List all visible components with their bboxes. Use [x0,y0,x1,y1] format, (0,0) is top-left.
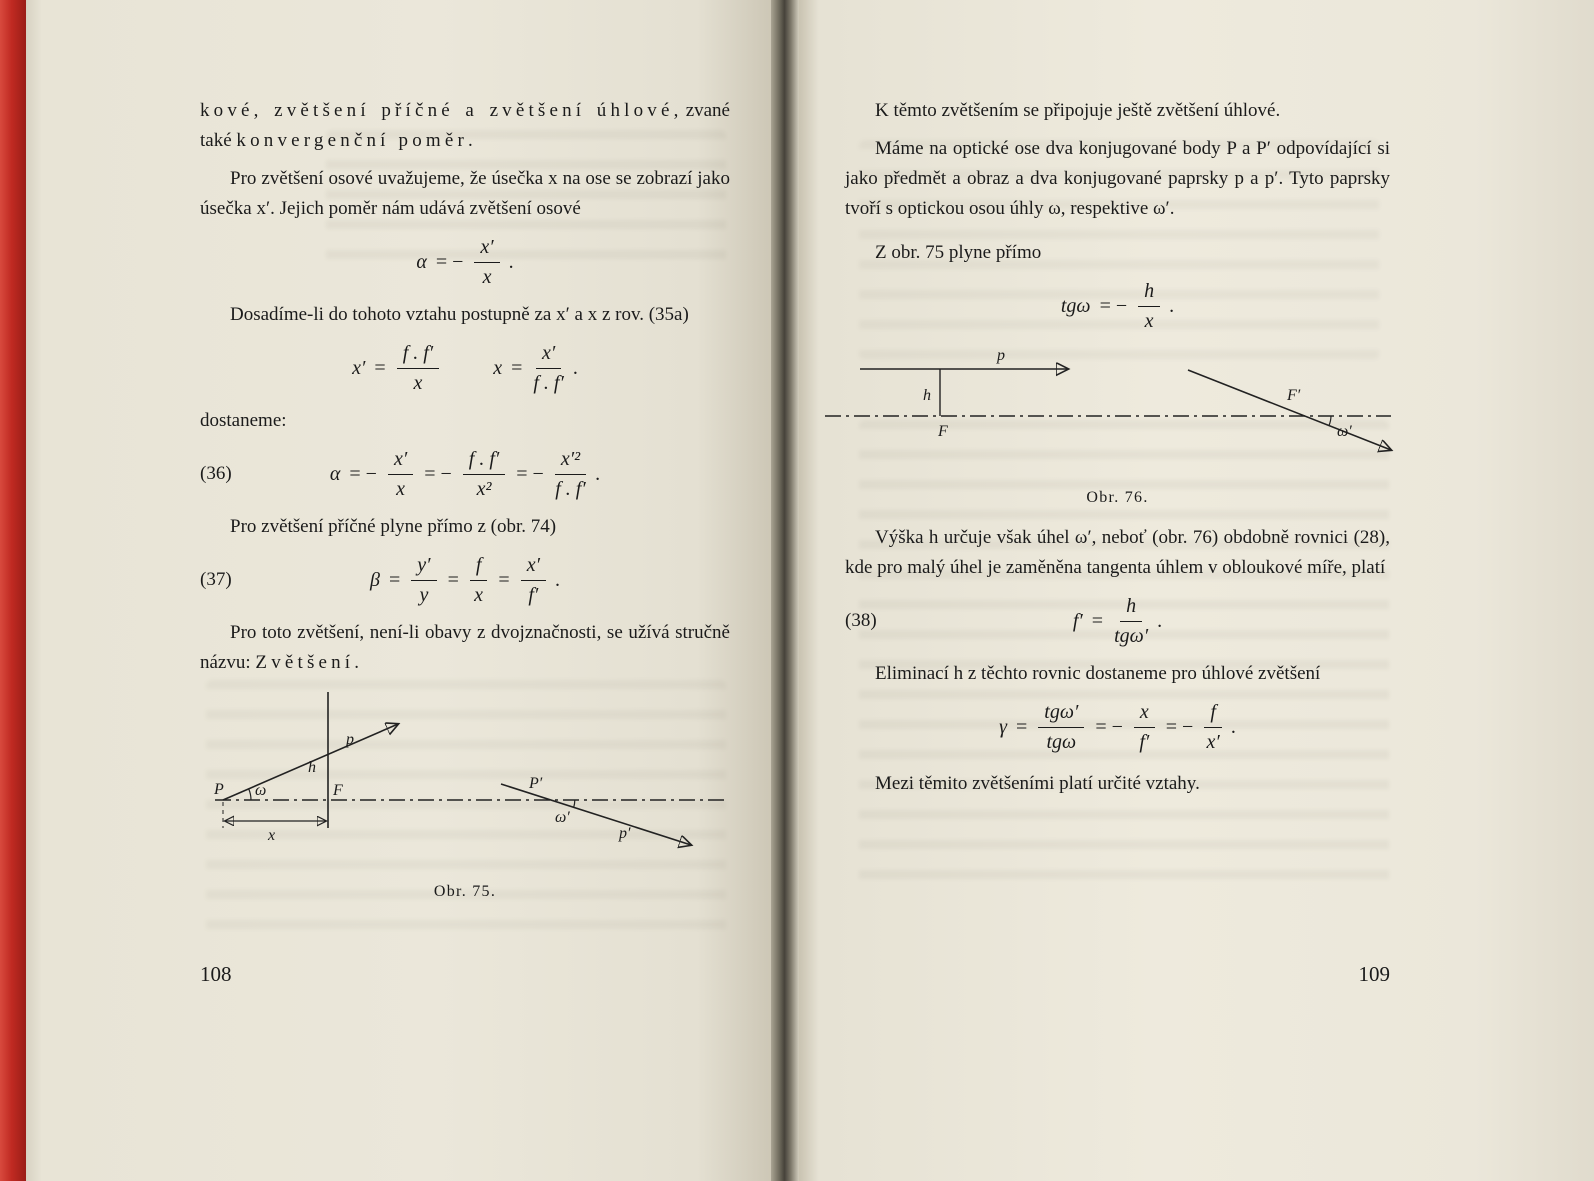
equation-number: (36) [200,463,232,484]
math-operator: = [498,568,510,591]
numerator: h [1120,595,1142,621]
focus-F-label: F [332,782,343,799]
fraction [1138,280,1160,332]
math-variable: f′ [1072,609,1083,632]
plain-text: . [468,130,473,151]
math-operator: = [1091,609,1104,632]
spaced-term: konvergenční poměr [236,130,468,151]
fraction [463,448,506,500]
figure-76-caption: Obr. 76. [1086,489,1149,506]
math-variable: α [329,462,341,485]
denominator: tgω′ [1114,624,1149,647]
omega-prime-angle-arc [1329,416,1331,426]
numerator: f [1204,701,1222,727]
math-operator: = − [1099,294,1128,317]
equation-body [999,701,1236,753]
refracted-ray [1188,370,1391,450]
math-operator: = − [424,462,452,485]
numerator: f . f′ [463,448,506,474]
plain-text: , zvané také [200,100,730,151]
fraction [1038,701,1084,753]
x-label: x [267,827,275,844]
equation-gamma [845,701,1390,753]
fraction [555,448,586,500]
figure-76-drawing [825,344,1395,479]
page-number: 108 [200,962,232,986]
numerator: y′ [411,554,436,580]
equation-38 [845,595,1390,647]
point-P-label: P [213,781,224,798]
spaced-term: Zvětšení [255,652,355,673]
omega-prime-label: ω′ [1337,423,1352,440]
equation-number: (37) [200,569,232,590]
fraction [474,236,499,288]
omega-label: ω [254,782,266,799]
denominator: x [396,477,406,500]
denominator: y [419,583,429,606]
equation-tangent-omega [845,280,1390,332]
math-variable: x [493,356,503,379]
math-operator: = − [1095,715,1123,738]
punctuation: . [595,462,601,485]
figure-76 [845,344,1390,507]
fraction [521,554,546,606]
denominator: f . f′ [533,371,564,394]
paragraph-conjugate-points: Máme na optické ose dva konjugované body P a P′ odpovídající si jako předmět a obraz a dva konjugované paprsky p a p′. Tyto paprsky tvoří s optickou osou úhly ω, respektive ω′. [845,138,1390,219]
page-number: 109 [1358,962,1390,986]
denominator: x [482,265,492,288]
book-cover-edge [0,0,26,1181]
denominator: f . f′ [555,477,586,500]
paragraph-dostaneme: dostaneme: [200,410,287,431]
fraction [1114,595,1148,647]
focus-F-prime-label: F′ [1287,387,1301,404]
equation-36 [200,448,730,500]
math-variable: α [416,250,427,273]
h-label: h [923,387,931,404]
fraction [470,554,488,606]
fraction [533,342,564,394]
omega-angle-arc [248,789,250,800]
paragraph-substitution: Dosadíme-li do tohoto vztahu postupně za x′ a x z rov. (35a) [230,304,689,325]
equation-body [352,342,578,394]
denominator: tgω [1046,730,1077,753]
image-ray [501,784,691,845]
omega-prime-label: ω′ [554,809,570,826]
math-variable: β [370,568,381,591]
math-variable: γ [999,715,1007,738]
figure-75-caption: Obr. 75. [433,883,497,900]
math-operator: = [389,568,401,591]
page-right [799,0,1594,1181]
spaced-term: kové, zvětšení příčné a zvětšení úhlové [200,100,674,121]
ray-p-label: p [345,731,354,748]
plain-text: . [354,652,360,673]
h-label: h [307,759,316,776]
numerator: x′ [521,554,546,580]
denominator: f′ [528,583,539,606]
paragraph-elimination: Eliminací h z těchto rovnic dostaneme pro úhlové zvětšení [875,663,1321,684]
figure-75 [200,688,730,901]
math-variable: x′ [352,356,366,379]
paragraph-naming [200,618,730,678]
math-operator: = [511,356,523,379]
denominator: x² [476,477,492,500]
page-left [26,0,771,1181]
figure-75-drawing [213,688,728,873]
numerator: f [470,554,488,580]
fraction [1134,701,1155,753]
equation-body [1061,280,1174,332]
fraction [1204,701,1222,753]
numerator: x [1134,701,1155,727]
ray-p-prime-label: p′ [618,825,630,842]
fraction [411,554,436,606]
paragraph-transverse: Pro zvětšení příčné plyne přímo z (obr. 74) [230,516,557,537]
paragraph-height-angle: Výška h určuje však úhel ω′, neboť (obr. 76) obdobně rovnici (28), kde pro malý úhel je zaměněna tangenta úhlem v obloukové míře, platí [845,527,1390,578]
math-operator: = [1015,715,1028,738]
denominator: x [1144,309,1154,332]
denominator: f′ [1139,730,1150,753]
fraction [397,342,440,394]
math-operator: = − [349,462,377,485]
equation-37 [200,554,730,606]
numerator: h [1138,280,1160,306]
paragraph-axial-magnification: Pro zvětšení osové uvažujeme, že úsečka x na ose se zobrazí jako úsečka x′. Jejich poměr nám udává zvětšení osové [200,168,730,219]
plain-text: Pro toto zvětšení, není-li obavy z dvojznačnosti, se užívá stručně názvu: [200,622,730,673]
math-operator: = [374,356,386,379]
paragraph-from-fig75: Z obr. 75 plyne přímo [875,242,1042,263]
numerator: x′ [388,448,413,474]
equation-number: (38) [845,610,877,631]
punctuation: . [554,568,560,591]
equation-body [1073,595,1162,647]
focus-F-label: F [938,423,948,440]
paragraph-continuation [200,96,730,156]
ray-p-label: p [997,347,1005,364]
numerator: f . f′ [397,342,440,368]
denominator: x′ [1206,730,1220,753]
paragraph-conclusion: Mezi těmito zvětšeními platí určité vztahy. [875,773,1200,794]
math-operator: = − [435,250,464,273]
point-P-prime-label: P′ [528,775,542,792]
equation-alpha [200,236,730,288]
punctuation: . [1230,715,1236,738]
book-gutter [771,0,799,1181]
left-text-column [200,96,730,901]
math-operator: = [447,568,459,591]
equation-newton-substitutions [200,342,730,394]
equation-body [370,554,560,606]
punctuation: . [572,356,578,379]
equation-body [416,236,513,288]
math-variable: tgω [1060,294,1091,317]
omega-prime-angle-arc [573,800,574,807]
punctuation: . [1169,294,1175,317]
math-operator: = − [1165,715,1194,738]
equation-body [330,448,600,500]
numerator: tgω′ [1038,701,1084,727]
numerator: x′ [536,342,561,368]
numerator: x′² [555,448,586,474]
fraction [388,448,413,500]
denominator: x [413,371,423,394]
paragraph-angular-intro: K těmto zvětšením se připojuje ještě zvětšení úhlové. [875,100,1281,121]
numerator: x′ [474,236,499,262]
right-text-column [845,96,1390,799]
math-operator: = − [516,462,544,485]
punctuation: . [1157,609,1163,632]
punctuation: . [508,250,514,273]
denominator: x [474,583,484,606]
